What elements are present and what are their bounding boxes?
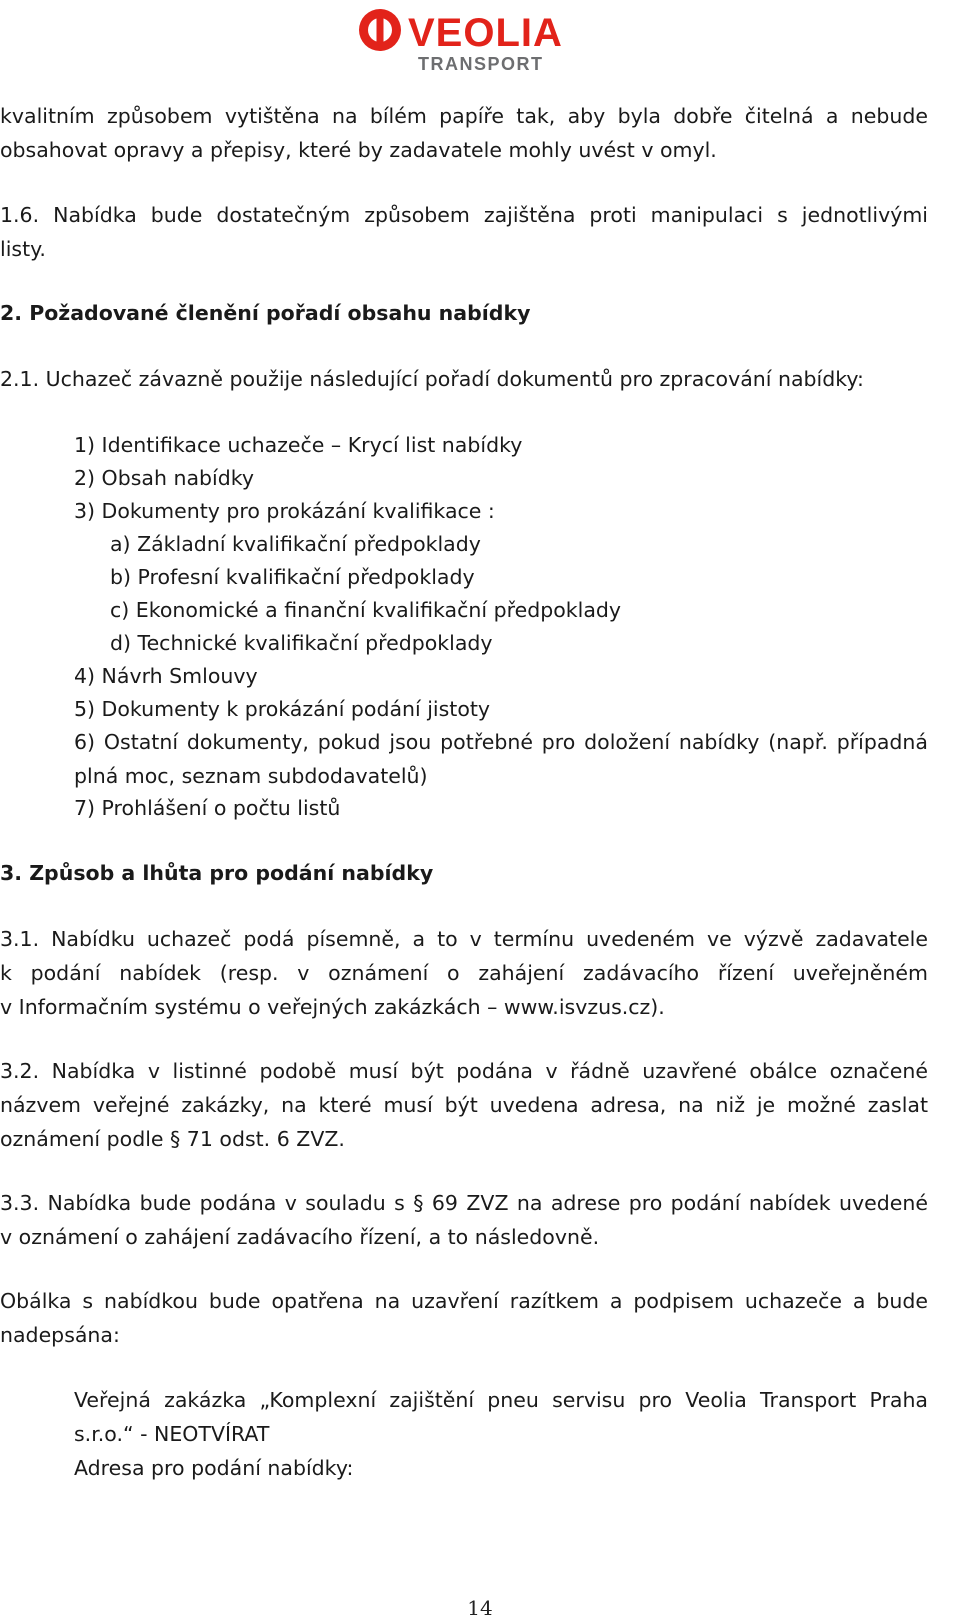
paragraph-line: oznámení podle § 71 odst. 6 ZVZ.	[0, 1127, 345, 1151]
paragraph-obalka	[0, 1284, 928, 1352]
list-item: 1) Identifikace uchazeče – Krycí list nabídky	[74, 433, 523, 457]
list-subitem: d) Technické kvalifikační předpoklady	[110, 631, 493, 655]
paragraph-line: k podání nabídek (resp. v oznámení o zahájení zadávacího řízení uveřejněném	[0, 961, 928, 985]
page-number: 14	[467, 1596, 493, 1620]
paragraph-line: 3.3. Nabídka bude podána v souladu s § 69 ZVZ na adrese pro podání nabídek uvedené	[0, 1191, 928, 1215]
paragraph-line: Obálka s nabídkou bude opatřena na uzavření razítkem a podpisem uchazeče a bude	[0, 1289, 928, 1313]
paragraph-1-6	[0, 198, 928, 266]
paragraph-line: v oznámení o zahájení zadávacího řízení, a to následovně.	[0, 1225, 600, 1249]
envelope-line: Adresa pro podání nabídky:	[74, 1456, 354, 1480]
paragraph-2-1: 2.1. Uchazeč závazně použije následující pořadí dokumentů pro zpracování nabídky:	[0, 367, 864, 391]
list-item-line: plná moc, seznam subdodavatelů)	[74, 764, 428, 788]
list-subitem: a) Základní kvalifikační předpoklady	[110, 532, 481, 556]
section-heading-3: 3. Způsob a lhůta pro podání nabídky	[0, 861, 434, 885]
paragraph-line: kvalitním způsobem vytištěna na bílém papíře tak, aby byla dobře čitelná a nebude	[0, 104, 928, 128]
paragraph-line: 1.6. Nabídka bude dostatečným způsobem zajištěna proti manipulaci s jednotlivými	[0, 203, 928, 227]
veolia-transport-logo	[356, 2, 596, 74]
list-item-line: 6) Ostatní dokumenty, pokud jsou potřebné pro doložení nabídky (např. případná	[74, 730, 928, 754]
svg-text:VEOLIA: VEOLIA	[408, 11, 563, 55]
envelope-line: Veřejná zakázka „Komplexní zajištění pneu servisu pro Veolia Transport Praha	[74, 1388, 928, 1412]
paragraph-line: 3.1. Nabídku uchazeč podá písemně, a to v termínu uvedeném ve výzvě zadavatele	[0, 927, 928, 951]
list-item: 4) Návrh Smlouvy	[74, 664, 258, 688]
svg-text:TRANSPORT: TRANSPORT	[418, 54, 544, 74]
list-item	[74, 725, 928, 793]
envelope-line: s.r.o.“ - NEOTVÍRAT	[74, 1422, 270, 1446]
envelope-inscription	[74, 1383, 928, 1485]
list-item: 2) Obsah nabídky	[74, 466, 255, 490]
paragraph-line: názvem veřejné zakázky, na které musí být uvedena adresa, na niž je možné zaslat	[0, 1093, 928, 1117]
list-item: 7) Prohlášení o počtu listů	[74, 796, 341, 820]
paragraph-line: listy.	[0, 237, 46, 261]
list-subitem: b) Profesní kvalifikační předpoklady	[110, 565, 475, 589]
list-item: 5) Dokumenty k prokázání podání jistoty	[74, 697, 491, 721]
paragraph-line: obsahovat opravy a přepisy, které by zadavatele mohly uvést v omyl.	[0, 138, 717, 162]
list-subitem: c) Ekonomické a finanční kvalifikační předpoklady	[110, 598, 622, 622]
paragraph-line: 3.2. Nabídka v listinné podobě musí být podána v řádně uzavřené obálce označené	[0, 1059, 928, 1083]
paragraph-intro	[0, 99, 928, 167]
paragraph-line: nadepsána:	[0, 1323, 120, 1347]
paragraph-3-1	[0, 922, 928, 1024]
list-item: 3) Dokumenty pro prokázání kvalifikace :	[74, 499, 495, 523]
section-heading-2: 2. Požadované členění pořadí obsahu nabídky	[0, 301, 531, 325]
paragraph-3-2	[0, 1054, 928, 1156]
paragraph-line: v Informačním systému o veřejných zakázkách – www.isvzus.cz).	[0, 995, 665, 1019]
paragraph-3-3	[0, 1186, 928, 1254]
